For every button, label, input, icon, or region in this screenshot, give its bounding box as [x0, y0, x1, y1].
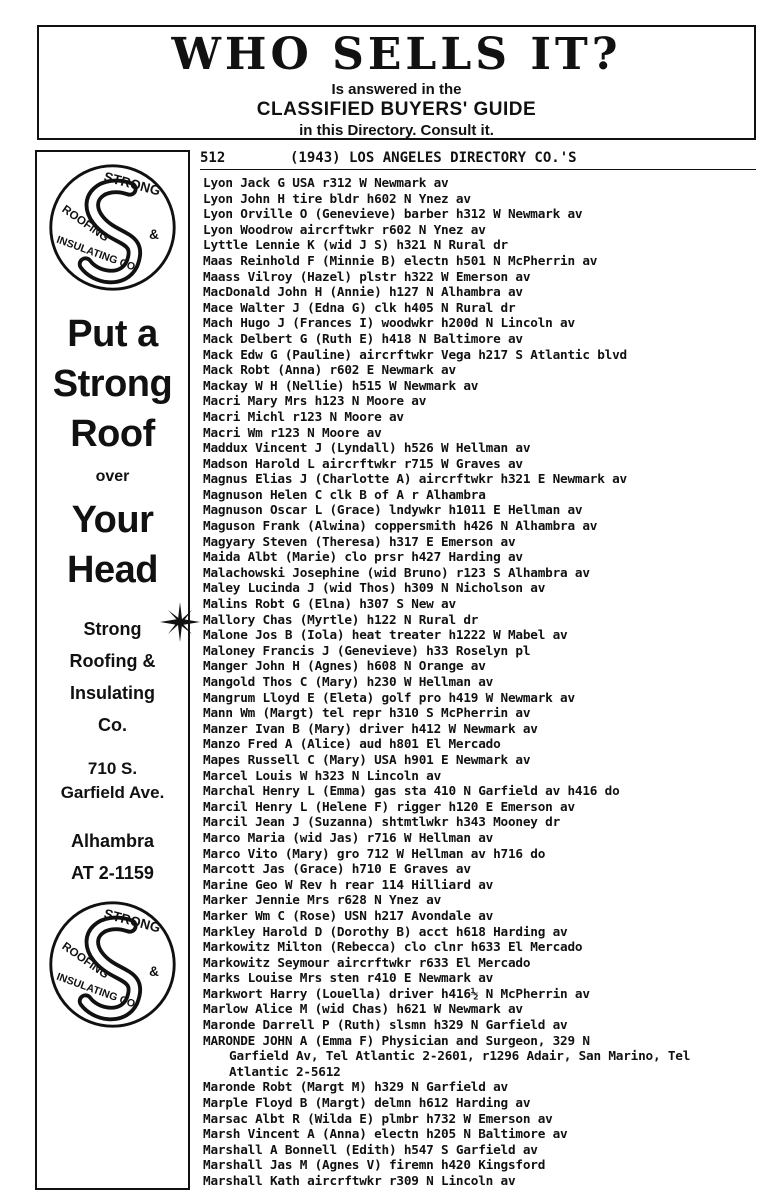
svg-text:&: &: [149, 227, 159, 243]
banner-line-3: CLASSIFIED BUYERS' GUIDE: [256, 99, 537, 120]
star-marker-icon: [160, 602, 200, 642]
directory-entry: Marcil Jean J (Suzanna) shtmtlwkr h343 Mooney dr: [203, 814, 561, 830]
ad-slogan-line-1: Put a: [67, 313, 158, 355]
directory-entry: Maronde Robt (Margt M) h329 N Garfield av: [203, 1079, 508, 1095]
directory-entry: Marlow Alice M (wid Chas) h621 W Newmark av: [203, 1001, 523, 1017]
directory-entry: Lyon John H tire bldr h602 N Ynez av: [203, 190, 471, 206]
directory-entry: Marcil Henry L (Helene F) rigger h120 E Emerson av: [203, 798, 575, 814]
directory-entry: Magnuson Helen C clk B of A r Alhambra: [203, 486, 486, 502]
ad-phone: AT 2-1159: [71, 863, 154, 883]
directory-entry: Markowitz Milton (Rebecca) clo clnr h633 El Mercado: [203, 939, 583, 955]
directory-entry: Malone Jos B (Iola) heat treater h1222 W Mabel av: [203, 627, 568, 643]
directory-entry: Marshall A Bonnell (Edith) h547 S Garfield av: [203, 1141, 538, 1157]
directory-entry: Lyon Jack G USA r312 W Newmark av: [203, 175, 449, 190]
ad-company-line-4: Co.: [98, 715, 127, 735]
directory-entry: Mackay W H (Nellie) h515 W Newmark av: [203, 377, 479, 393]
banner-line-4: in this Directory. Consult it.: [299, 122, 494, 139]
directory-entry: Madson Harold L aircrftwkr r715 W Graves av: [203, 455, 523, 471]
directory-entry: Maass Vilroy (Hazel) plstr h322 W Emerson av: [203, 268, 531, 284]
directory-entry: Mapes Russell C (Mary) USA h901 E Newmark av: [203, 751, 531, 767]
svg-text:INSULATING CO.: INSULATING CO.: [54, 233, 140, 275]
directory-entry: Maronde Darrell P (Ruth) slsmn h329 N Garfield av: [203, 1017, 568, 1033]
directory-entry: Markley Harold D (Dorothy B) acct h618 Harding av: [203, 923, 568, 939]
ad-company-line-3: Insulating: [70, 683, 155, 703]
directory-entry: Marchal Henry L (Emma) gas sta 410 N Garfield av h416 do: [203, 783, 620, 799]
directory-listings: [203, 175, 763, 1189]
strong-roofing-logo-icon: [45, 160, 180, 295]
directory-entry: Maloney Francis J (Genevieve) h33 Roselyn pl: [203, 642, 531, 658]
ad-address-line-1: 710 S.: [87, 759, 138, 778]
ad-slogan-line-5: Your: [71, 499, 154, 541]
directory-entry: Manger John H (Agnes) h608 N Orange av: [203, 658, 486, 674]
directory-title: (1943) LOS ANGELES DIRECTORY CO.'S: [290, 150, 577, 166]
directory-entry: Mace Walter J (Edna G) clk h405 N Rural dr: [203, 299, 516, 315]
directory-entry: Marker Wm C (Rose) USN h217 Avondale av: [203, 907, 494, 923]
directory-entry: Marco Vito (Mary) gro 712 W Hellman av h716 do: [203, 845, 546, 861]
directory-entry: Markwort Harry (Louella) driver h416½ N McPherrin av: [203, 985, 590, 1001]
directory-entry: Malachowski Josephine (wid Bruno) r123 S Alhambra av: [203, 564, 590, 580]
directory-entry: Lyon Orville O (Genevieve) barber h312 W Newmark av: [203, 206, 583, 222]
svg-text:STRONG: STRONG: [102, 169, 163, 199]
directory-entry: Mack Delbert G (Ruth E) h418 N Baltimore av: [203, 330, 523, 346]
svg-text:STRONG: STRONG: [102, 906, 163, 936]
feature-listing-line-2: Garfield Av, Tel Atlantic 2-2601, r1296 Adair, San Marino, Tel: [229, 1048, 691, 1064]
directory-entry: Marcott Jas (Grace) h710 E Graves av: [203, 861, 471, 877]
ad-slogan-line-2: Strong: [52, 363, 173, 405]
directory-entry: Marshall Jas M (Agnes V) firemn h420 Kingsford: [203, 1157, 546, 1173]
directory-entry: Maguson Frank (Alwina) coppersmith h426 N Alhambra av: [203, 518, 598, 534]
directory-entry: Maida Albt (Marie) clo prsr h427 Harding av: [203, 549, 523, 565]
feature-listing-line-1: MARONDE JOHN A (Emma F) Physician and Surgeon, 329 N: [203, 1032, 590, 1048]
directory-entry: Maddux Vincent J (Lyndall) h526 W Hellman av: [203, 440, 531, 456]
directory-entry: Mallory Chas (Myrtle) h122 N Rural dr: [203, 611, 479, 627]
feature-listing: [203, 1033, 763, 1080]
directory-entry: Marks Louise Mrs sten r410 E Newmark av: [203, 970, 494, 986]
directory-entry: Mangrum Lloyd E (Eleta) golf pro h419 W Newmark av: [203, 689, 575, 705]
directory-entry: MacDonald John H (Annie) h127 N Alhambra av: [203, 284, 523, 300]
directory-entry: Marsh Vincent A (Anna) electn h205 N Baltimore av: [203, 1126, 568, 1142]
strong-roofing-logo-bottom-icon: [45, 897, 180, 1032]
directory-entry: Mack Edw G (Pauline) aircrftwkr Vega h217 S Atlantic blvd: [203, 346, 627, 362]
directory-entry: Marco Maria (wid Jas) r716 W Hellman av: [203, 829, 494, 845]
page-header: [200, 148, 756, 170]
directory-entry: Maley Lucinda J (wid Thos) h309 N Nicholson av: [203, 580, 546, 596]
directory-entry: Macri Wm r123 N Moore av: [203, 424, 382, 440]
directory-entry: Lyttle Lennie K (wid J S) h321 N Rural dr: [203, 237, 508, 253]
directory-entry: Marshall Kath aircrftwkr r309 N Lincoln av: [203, 1173, 516, 1188]
directory-entry: Marple Floyd B (Margt) delmn h612 Harding av: [203, 1095, 531, 1111]
strong-roofing-advertisement: [35, 150, 190, 1190]
banner-line-2: Is answered in the: [331, 81, 462, 98]
directory-entry: Marcel Louis W h323 N Lincoln av: [203, 767, 442, 783]
page-number: 512: [200, 150, 226, 166]
ad-slogan-line-3: Roof: [70, 413, 155, 455]
directory-entry: Magnuson Oscar L (Grace) lndywkr h1011 E Hellman av: [203, 502, 583, 518]
directory-entry: Manzo Fred A (Alice) aud h801 El Mercado: [203, 736, 501, 752]
feature-listing-line-3: Atlantic 2-5612: [229, 1063, 341, 1079]
directory-entry: Manzer Ivan B (Mary) driver h412 W Newmark av: [203, 720, 538, 736]
directory-entry: Magnus Elias J (Charlotte A) aircrftwkr h321 E Newmark av: [203, 471, 627, 487]
banner-headline: WHO SELLS IT?: [171, 29, 622, 80]
directory-entry: Marsac Albt R (Wilda E) plmbr h732 W Emerson av: [203, 1110, 553, 1126]
directory-entry: Marine Geo W Rev h rear 114 Hilliard av: [203, 876, 494, 892]
ad-company-line-2: Roofing &: [69, 651, 156, 671]
directory-entry: Maas Reinhold F (Minnie B) electn h501 N McPherrin av: [203, 252, 598, 268]
svg-text:INSULATING CO.: INSULATING CO.: [54, 970, 140, 1012]
svg-text:ROOFING: ROOFING: [59, 940, 111, 982]
directory-entry: Magyary Steven (Theresa) h317 E Emerson av: [203, 533, 516, 549]
directory-entry: Mack Robt (Anna) r602 E Newmark av: [203, 362, 456, 378]
directory-entry: Malins Robt G (Elna) h307 S New av: [203, 596, 456, 612]
ad-slogan-line-6: Head: [67, 549, 158, 591]
ad-address-line-2: Garfield Ave.: [60, 783, 165, 802]
directory-entry: Mann Wm (Margt) tel repr h310 S McPherrin av: [203, 705, 531, 721]
svg-text:ROOFING: ROOFING: [59, 203, 111, 245]
who-sells-it-banner: [37, 25, 756, 140]
svg-text:&: &: [149, 964, 159, 980]
directory-entry: Marker Jennie Mrs r628 N Ynez av: [203, 892, 442, 908]
directory-entry: Macri Michl r123 N Moore av: [203, 408, 404, 424]
directory-entry: Macri Mary Mrs h123 N Moore av: [203, 393, 427, 409]
directory-entry: Mach Hugo J (Frances I) woodwkr h200d N Lincoln av: [203, 315, 575, 331]
ad-city: Alhambra: [70, 831, 155, 851]
directory-entry: Lyon Woodrow aircrftwkr r602 N Ynez av: [203, 221, 486, 237]
directory-entry: Mangold Thos C (Mary) h230 W Hellman av: [203, 674, 494, 689]
directory-entry: Markowitz Seymour aircrftwkr r633 El Mercado: [203, 954, 531, 970]
ad-slogan-line-4: over: [95, 468, 130, 485]
ad-company-line-1: Strong: [83, 619, 142, 639]
